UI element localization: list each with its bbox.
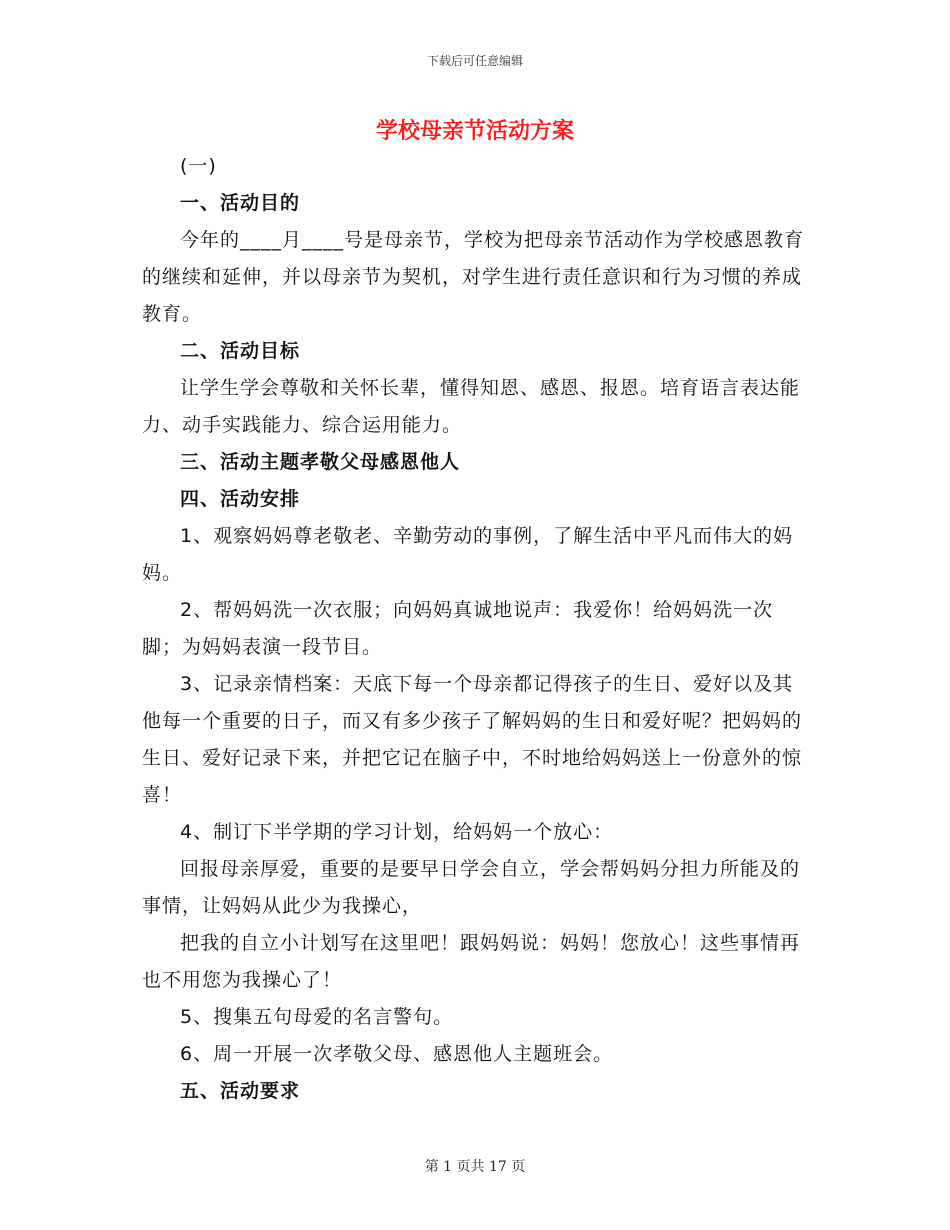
document-body bbox=[142, 148, 808, 1110]
section-heading: 四、活动安排 bbox=[180, 488, 301, 510]
list-item: 4、制订下半学期的学习计划，给妈妈一个放心： bbox=[180, 821, 614, 843]
page-footer: 第 1 页共 17 页 bbox=[424, 1159, 526, 1175]
paragraph: 让学生学会尊敬和关怀长辈，懂得知恩、感恩、报恩。培育语言表达能力、动手实践能力、综合运用能力。 bbox=[142, 377, 801, 436]
paragraph: 今年的____月____号是母亲节，学校为把母亲节活动作为学校感恩教育的继续和延伸，并以母亲节为契机，对学生进行责任意识和行为习惯的养成教育。 bbox=[142, 229, 805, 325]
section-heading: 一、活动目的 bbox=[180, 192, 301, 214]
section-heading: 二、活动目标 bbox=[180, 340, 301, 362]
list-item: 2、帮妈妈洗一次衣服；向妈妈真诚地说声：我爱你！给妈妈洗一次脚；为妈妈表演一段节目。 bbox=[142, 599, 774, 658]
page-header: 下载后可任意编辑 bbox=[426, 54, 523, 68]
list-item: 6、周一开展一次孝敬父母、感恩他人主题班会。 bbox=[180, 1043, 614, 1065]
list-item: 1、观察妈妈尊老敬老、辛勤劳动的事例，了解生活中平凡而伟大的妈妈。 bbox=[142, 525, 794, 584]
paragraph: 回报母亲厚爱，重要的是要早日学会自立，学会帮妈妈分担力所能及的事情，让妈妈从此少为我操心， bbox=[142, 858, 801, 917]
section-heading: 三、活动主题孝敬父母感恩他人 bbox=[180, 451, 461, 473]
paragraph: (一) bbox=[180, 155, 217, 177]
paragraph: 把我的自立小计划写在这里吧！跟妈妈说：妈妈！您放心！这些事情再也不用您为我操心了！ bbox=[142, 932, 801, 991]
list-item: 3、记录亲情档案：天底下每一个母亲都记得孩子的生日、爱好以及其他每一个重要的日子，而又有多少孩子了解妈妈的生日和爱好呢？把妈妈的生日、爱好记录下来，并把它记在脑子中，不时地给妈妈送上一份意外的惊喜！ bbox=[142, 673, 803, 806]
section-heading: 五、活动要求 bbox=[180, 1080, 301, 1102]
document-title: 学校母亲节活动方案 bbox=[375, 119, 574, 144]
list-item: 5、搜集五句母爱的名言警句。 bbox=[180, 1006, 454, 1028]
